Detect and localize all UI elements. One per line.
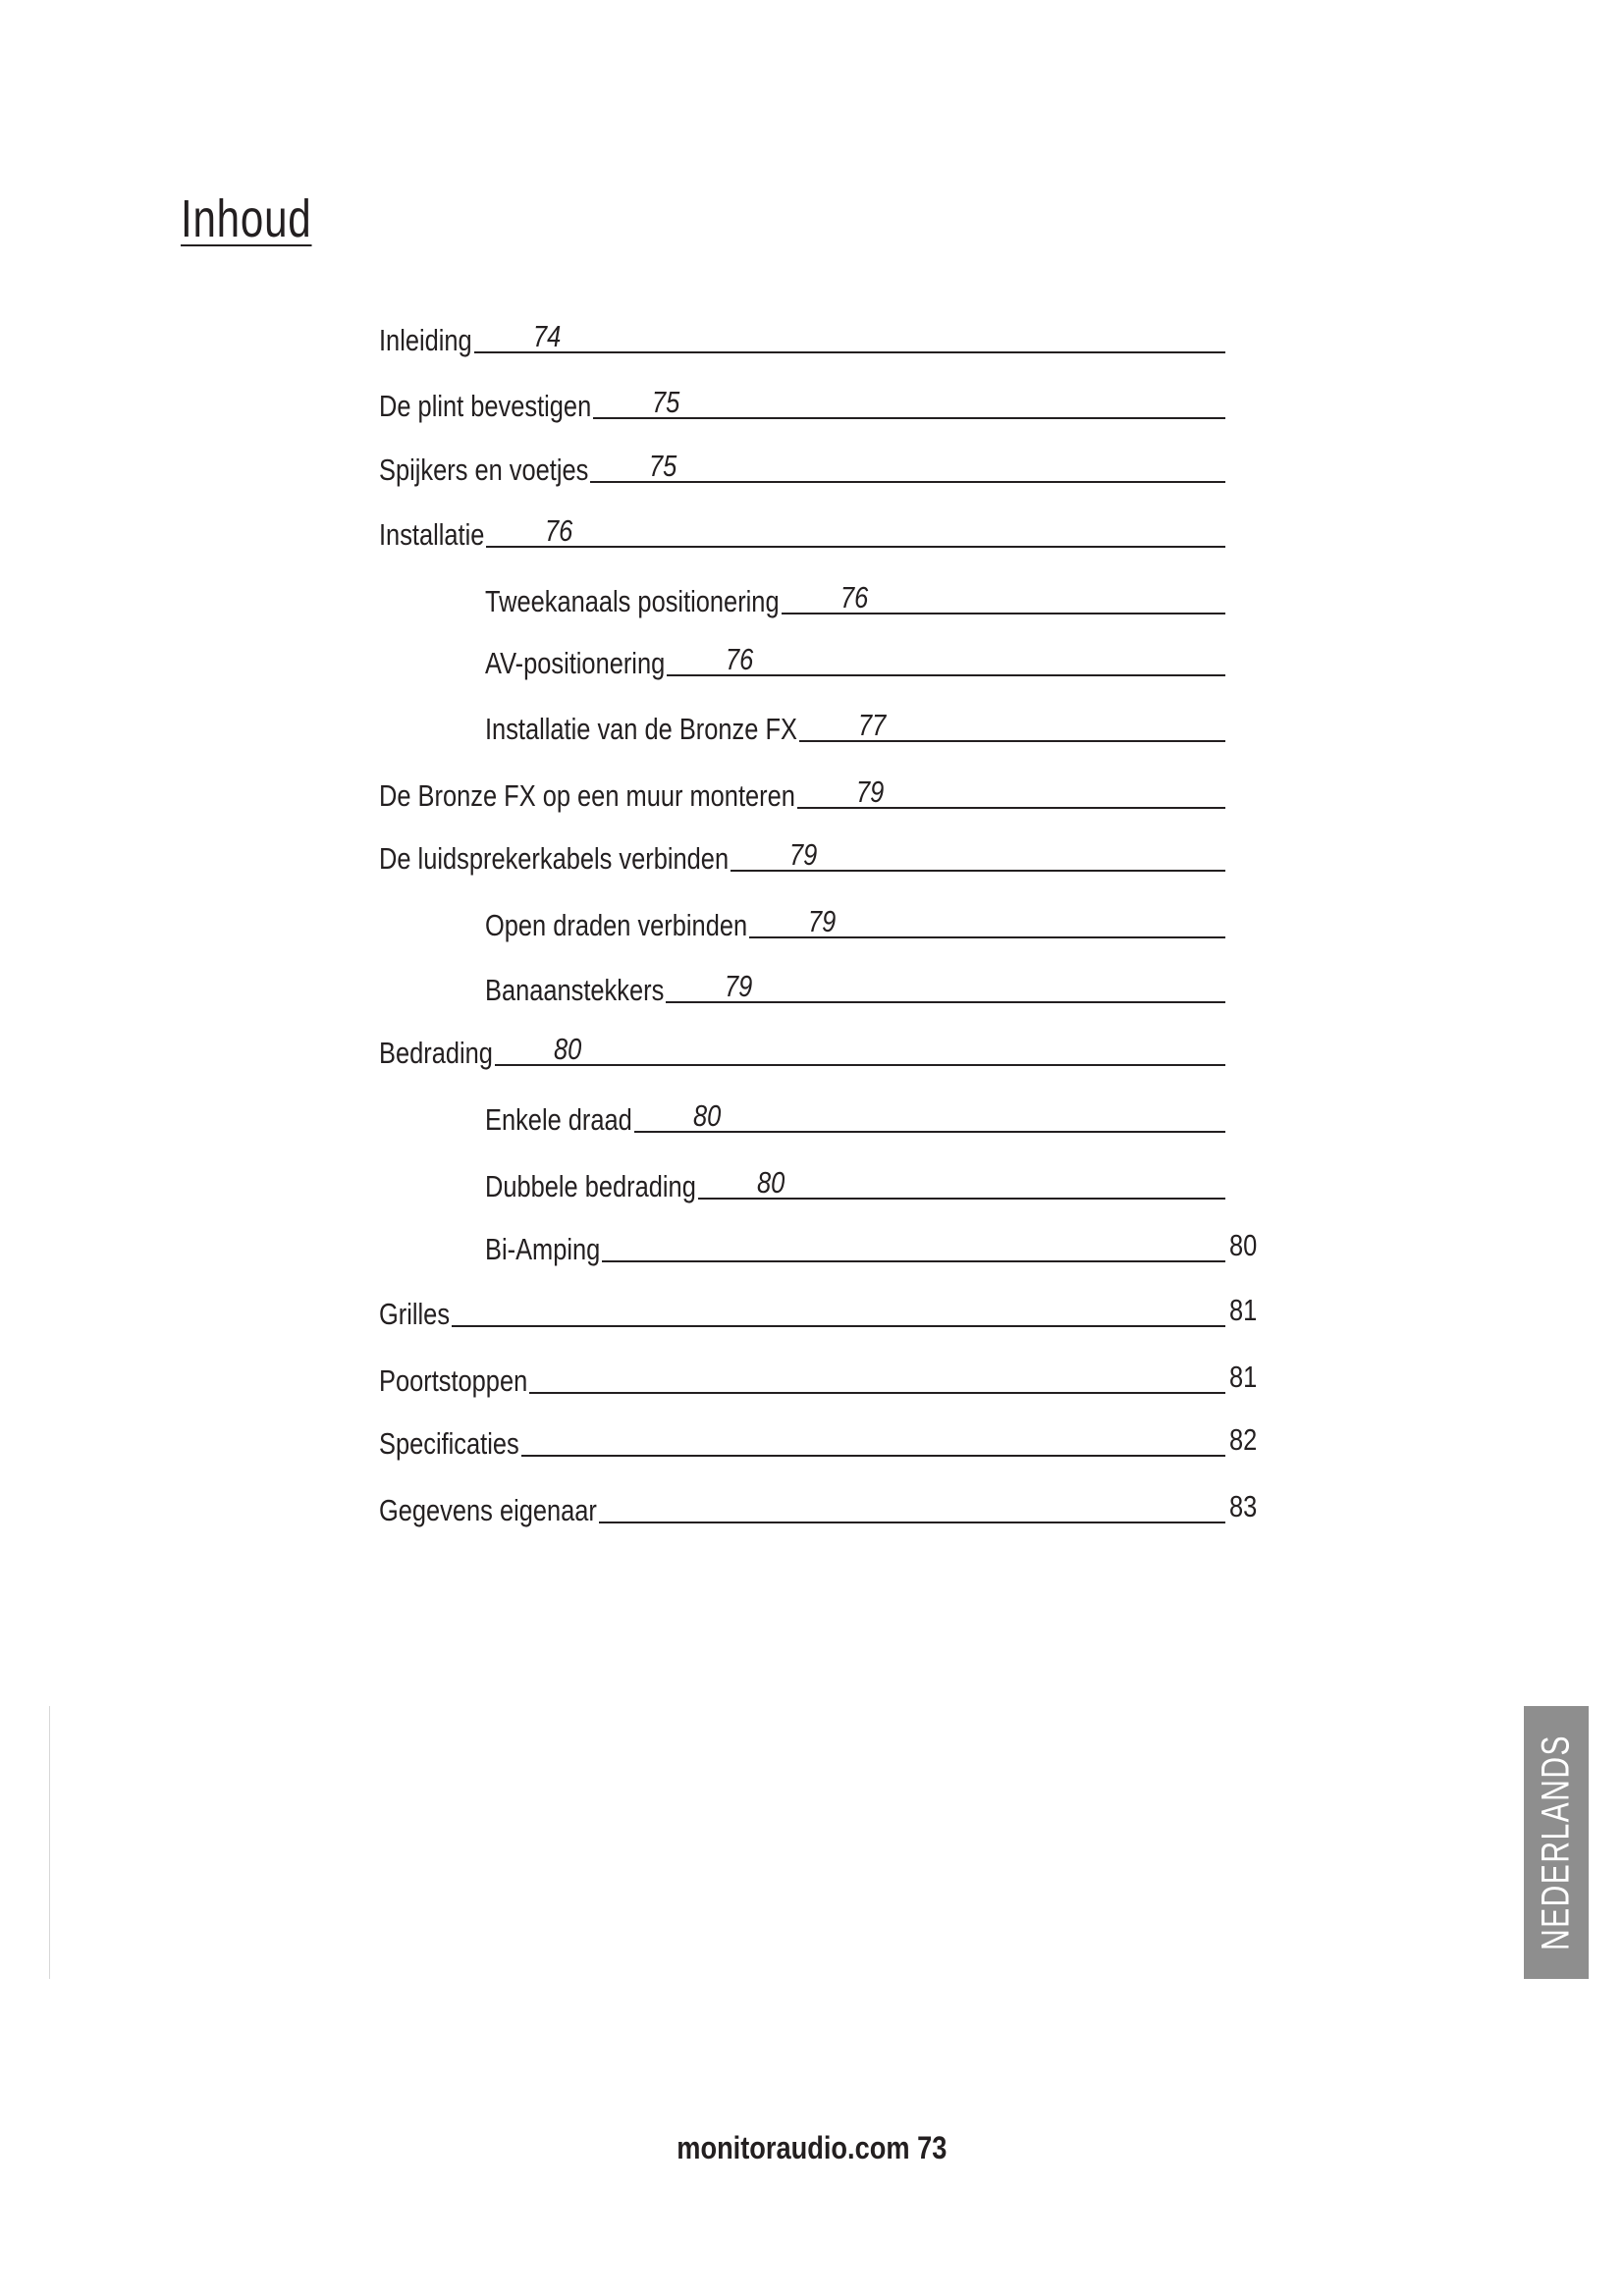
toc-leader-line — [486, 546, 1225, 548]
toc-entry-page: 79 — [808, 904, 837, 938]
toc-entry-label: Bi-Amping — [485, 1232, 601, 1266]
toc-leader-line — [495, 1064, 1225, 1066]
toc-entry-page: 79 — [725, 969, 753, 1003]
toc-entry[interactable] — [485, 962, 753, 1007]
toc-entry[interactable] — [379, 507, 573, 552]
toc-entry-page: 80 — [553, 1032, 582, 1066]
toc-entry-label: Gegevens eigenaar — [379, 1493, 597, 1527]
toc-leader-line — [593, 417, 1225, 419]
toc-entry-label: Specificaties — [379, 1426, 519, 1461]
toc-entry-page: 75 — [652, 385, 680, 419]
toc-entry-page: 76 — [839, 580, 868, 614]
toc-entry[interactable] — [485, 1092, 722, 1137]
toc-entry[interactable] — [379, 768, 887, 811]
toc-leader-line — [602, 1260, 1225, 1262]
toc-leader-line — [474, 351, 1225, 353]
toc-entry[interactable] — [379, 1482, 1258, 1527]
toc-entry-page: 81 — [1229, 1293, 1258, 1327]
toc-entry-label: De plint bevestigen — [379, 389, 592, 423]
toc-leader-line — [529, 1392, 1225, 1394]
toc-entry-label: Tweekanaals positionering — [485, 584, 780, 618]
toc-leader-line — [590, 481, 1225, 483]
toc-entry-label: Poortstoppen — [379, 1363, 528, 1398]
toc-leader-line — [599, 1522, 1225, 1523]
toc-entry-label: Bedrading — [379, 1036, 493, 1070]
toc-entry[interactable] — [379, 378, 680, 423]
toc-leader-line — [634, 1131, 1225, 1133]
toc-entry-page: 79 — [789, 837, 818, 872]
toc-entry-label: De luidsprekerkabels verbinden — [379, 841, 730, 876]
toc-entry[interactable] — [379, 1286, 1258, 1331]
toc-entry-label: Spijkers en voetjes — [379, 453, 589, 487]
toc-entry-label: Installatie — [379, 517, 485, 552]
toc-entry-label: Grilles — [379, 1297, 451, 1331]
toc-entry[interactable] — [485, 701, 887, 746]
side-rule — [49, 1706, 50, 1979]
toc-entry[interactable] — [379, 1025, 582, 1070]
toc-entry-page: 74 — [532, 319, 561, 353]
toc-entry-page: 82 — [1229, 1422, 1258, 1457]
page-title: Inhoud — [181, 189, 312, 248]
language-tab-label: NEDERLANDS — [1534, 1734, 1578, 1951]
toc-entry-page: 80 — [692, 1098, 722, 1133]
toc-entry-label: De Bronze FX op een muur monteren — [379, 778, 795, 813]
toc-entry[interactable] — [485, 635, 754, 680]
toc-leader-line — [452, 1325, 1225, 1327]
toc-entry-label: Installatie van de Bronze FX — [485, 712, 797, 746]
toc-entry[interactable] — [485, 1221, 1258, 1266]
toc-entry-page: 75 — [649, 449, 677, 483]
toc-entry[interactable] — [485, 573, 868, 618]
toc-entry-label: AV-positionering — [485, 646, 666, 680]
toc-entry[interactable] — [485, 1158, 785, 1203]
toc-entry[interactable] — [379, 312, 561, 357]
footer-text: monitoraudio.com 73 — [677, 2130, 947, 2165]
toc-entry[interactable] — [379, 442, 677, 487]
toc-entry-page: 80 — [1229, 1228, 1258, 1262]
toc-entry[interactable] — [379, 1415, 1258, 1461]
toc-entry-label: Open draden verbinden — [485, 908, 748, 942]
toc-entry-page: 77 — [857, 708, 887, 742]
toc-entry-page: 80 — [756, 1165, 785, 1200]
toc-entry-label: Enkele draad — [485, 1102, 632, 1137]
toc-entry[interactable] — [379, 830, 818, 876]
footer — [0, 2130, 1624, 2166]
toc-entry-label: Inleiding — [379, 323, 472, 357]
toc-entry[interactable] — [485, 897, 837, 942]
toc-entry-page: 79 — [855, 774, 885, 809]
toc-entry[interactable] — [379, 1353, 1258, 1398]
toc-entry-page: 81 — [1229, 1360, 1258, 1394]
toc-entry-page: 76 — [726, 642, 754, 676]
toc-entry-page: 76 — [545, 513, 573, 548]
toc-entry-label: Banaanstekkers — [485, 973, 665, 1007]
toc-leader-line — [521, 1455, 1225, 1457]
toc-entry-page: 83 — [1229, 1489, 1258, 1523]
language-tab — [1524, 1706, 1589, 1979]
toc-entry-label: Dubbele bedrading — [485, 1169, 696, 1203]
